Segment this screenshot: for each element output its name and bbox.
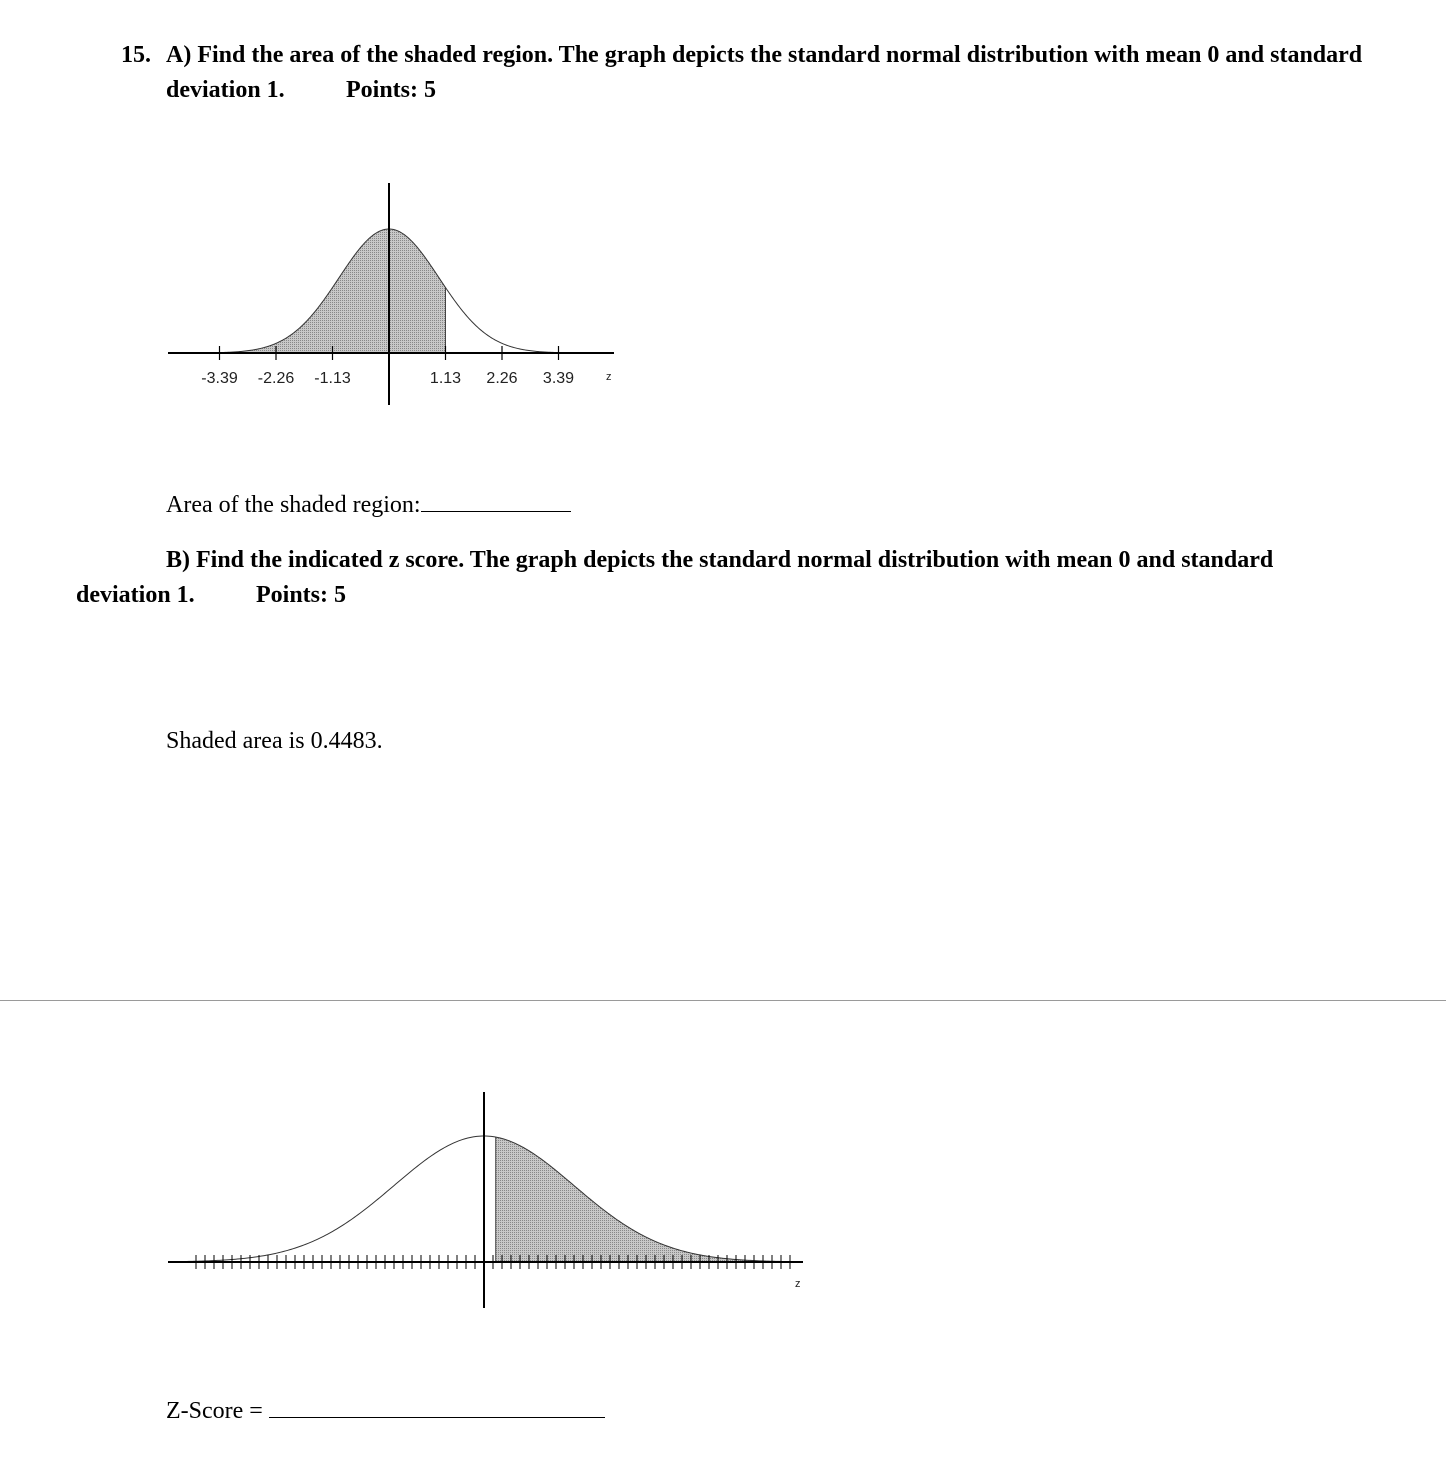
part-b-answer-label: Z-Score =: [166, 1398, 263, 1424]
axis-label-z: z: [606, 371, 612, 383]
x-tick-label: -3.39: [201, 370, 238, 387]
part-a-answer-label: Area of the shaded region:: [166, 492, 421, 518]
shaded-region: [496, 1137, 799, 1262]
shaded-region: [220, 229, 446, 353]
part-b-answer-blank[interactable]: [269, 1397, 605, 1418]
x-tick-label: 3.39: [542, 370, 575, 387]
part-b-prompt-line2: deviation 1.: [76, 582, 195, 608]
part-a-prompt-line2: deviation 1.: [166, 77, 285, 103]
chart-b: [0, 1000, 900, 1340]
part-a-answer-blank[interactable]: [421, 491, 571, 512]
x-tick-label: -1.13: [314, 370, 351, 387]
axis-label-z: z: [795, 1278, 801, 1290]
x-tick-label: -2.26: [257, 370, 295, 387]
x-tick-label: 2.26: [486, 370, 518, 387]
part-a-prompt-line1: A) Find the area of the shaded region. The graph depicts the standard normal distribution with mean 0 and standard: [166, 42, 1363, 68]
part-a-answer-row: [166, 491, 571, 519]
part-b-answer-row: [166, 1397, 605, 1425]
part-b-given-area: Shaded area is 0.4483.: [166, 728, 383, 754]
chart-a: [0, 0, 700, 420]
part-a-points: Points: 5: [346, 77, 436, 103]
x-tick-label: 1.13: [429, 370, 462, 387]
part-b-prompt-line1: B) Find the indicated z score. The graph depicts the standard normal distribution with mean 0 and standard: [166, 547, 1274, 573]
part-b-points: Points: 5: [256, 582, 346, 608]
question-number: 15.: [121, 42, 151, 68]
